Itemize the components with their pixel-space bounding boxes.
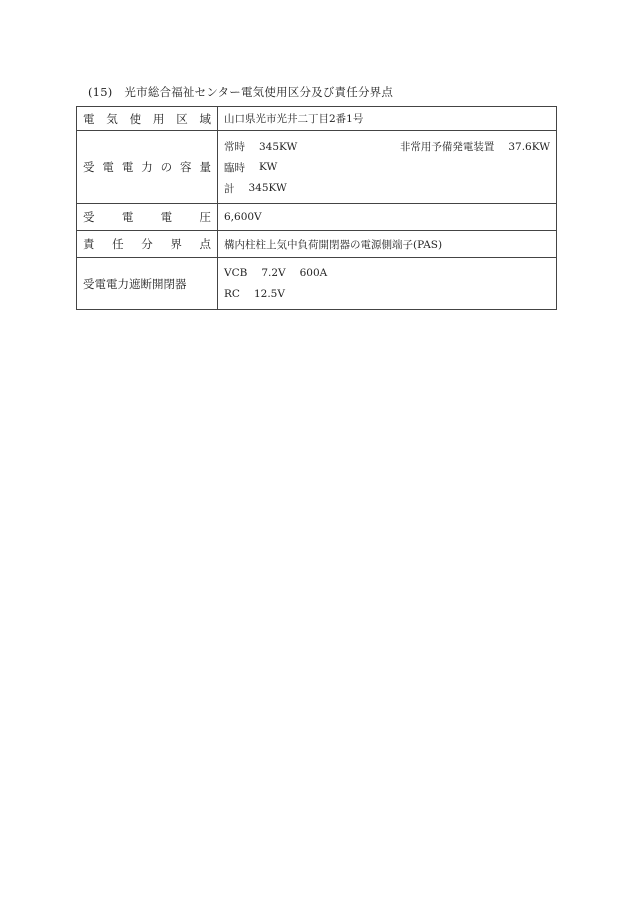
label-capacity xyxy=(83,159,211,175)
capacity-line-regular xyxy=(224,136,550,157)
label-cell-breaker xyxy=(77,258,218,310)
label-char: 分 xyxy=(141,237,153,251)
label-boundary xyxy=(83,236,211,252)
label-char: 界 xyxy=(170,237,182,251)
electrical-spec-table xyxy=(76,106,557,310)
label-char: 受 xyxy=(83,210,95,224)
label-char: 使 xyxy=(129,111,142,126)
capacity-regular xyxy=(224,139,297,154)
label-char: の xyxy=(160,160,173,174)
rc-label: RC xyxy=(224,288,240,300)
label-cell-area xyxy=(77,107,218,131)
label-char: 区 xyxy=(176,111,188,126)
label-char: 容 xyxy=(180,160,192,174)
label-char: 電 xyxy=(121,210,134,224)
emergency-label: 非常用予備発電装置 xyxy=(399,140,495,153)
value-cell-capacity xyxy=(218,131,557,204)
label-cell-boundary xyxy=(77,231,218,258)
label-char: 量 xyxy=(199,160,211,174)
label-char: 任 xyxy=(112,237,124,251)
value-cell-breaker xyxy=(218,258,557,310)
label-char: 責 xyxy=(83,237,95,251)
value-cell-area xyxy=(218,107,557,131)
label-voltage xyxy=(83,209,211,225)
label-cell-capacity xyxy=(77,131,218,204)
label-char: 気 xyxy=(106,111,118,126)
temporary-label: 臨時 xyxy=(224,161,245,174)
label-char: 電 xyxy=(102,160,114,174)
regular-label: 常時 xyxy=(224,140,245,153)
label-char: 圧 xyxy=(199,210,211,224)
temporary-value: KW xyxy=(259,161,278,173)
breaker-line-rc xyxy=(224,284,550,305)
label-char: 電 xyxy=(121,160,134,174)
voltage-value: 6,600V xyxy=(224,211,262,223)
emergency-value: 37.6KW xyxy=(508,140,550,153)
table-row-capacity xyxy=(77,131,557,204)
label-char: 力 xyxy=(141,160,153,174)
section-title: 光市総合福祉センター電気使用区分及び責任分界点 xyxy=(124,85,394,99)
section-heading xyxy=(88,84,393,100)
label-char: 電 xyxy=(83,111,95,126)
area-address: 山口県光市光井二丁目2番1号 xyxy=(224,113,364,125)
label-area xyxy=(83,111,211,127)
breaker-line-vcb xyxy=(224,263,550,284)
capacity-line-temporary xyxy=(224,157,550,178)
total-value: 345KW xyxy=(248,182,287,194)
value-cell-boundary xyxy=(218,231,557,258)
label-char: 域 xyxy=(199,111,211,126)
table-row-breaker xyxy=(77,258,557,310)
label-breaker: 受電電力遮断開閉器 xyxy=(83,276,187,291)
vcb-label: VCB xyxy=(224,267,248,279)
capacity-line-total xyxy=(224,178,550,199)
boundary-value: 構内柱柱上気中負荷開閉器の電源側端子(PAS) xyxy=(224,238,443,251)
vcb-voltage: 7.2V xyxy=(261,267,286,279)
table-row-area xyxy=(77,107,557,131)
total-label: 計 xyxy=(224,182,235,195)
label-char: 点 xyxy=(199,237,211,251)
table-row-boundary xyxy=(77,231,557,258)
table-row-voltage xyxy=(77,204,557,231)
regular-value: 345KW xyxy=(259,140,298,153)
vcb-current: 600A xyxy=(299,267,328,279)
label-char: 受 xyxy=(83,160,95,174)
label-char: 電 xyxy=(160,210,173,224)
section-number: (15) xyxy=(88,85,113,99)
label-cell-voltage xyxy=(77,204,218,231)
rc-voltage: 12.5V xyxy=(253,288,285,300)
label-char: 用 xyxy=(152,111,165,126)
value-cell-voltage xyxy=(218,204,557,231)
capacity-emergency xyxy=(400,139,550,154)
